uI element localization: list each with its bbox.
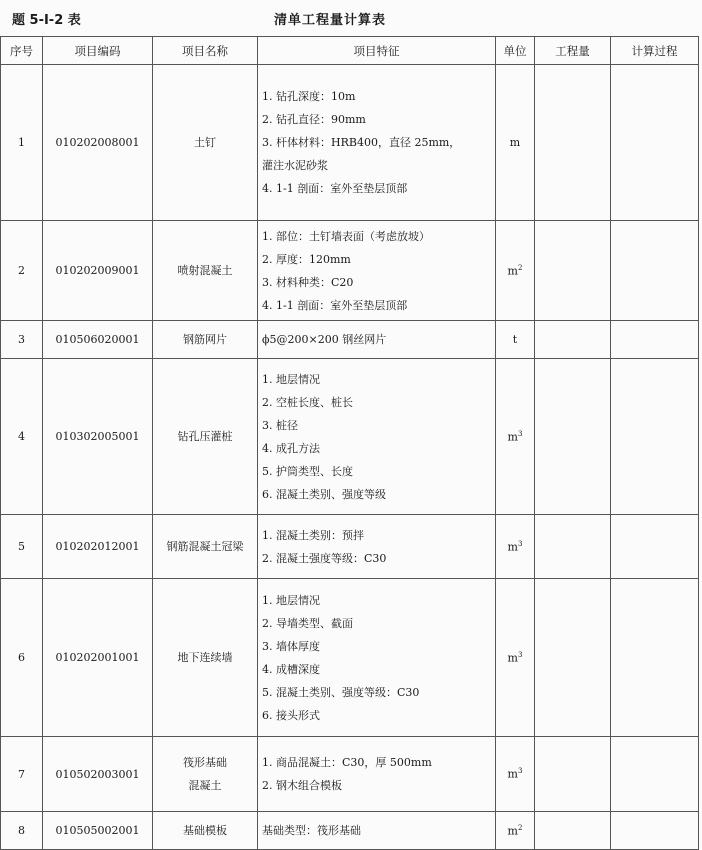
feature-line: ϕ5@200×200 钢丝网片 bbox=[262, 333, 387, 346]
unit-exponent: 3 bbox=[517, 767, 523, 776]
calculation-process-cell bbox=[611, 515, 699, 579]
table-number: 题 5-Ⅰ-2 表 bbox=[12, 13, 81, 28]
feature-line: 2. 混凝土强度等级：C30 bbox=[262, 551, 387, 565]
unit-base: m bbox=[507, 264, 518, 278]
item-name-line: 地下连续墙 bbox=[177, 651, 233, 664]
unit-base: m bbox=[507, 430, 518, 444]
unit-base: t bbox=[512, 333, 518, 346]
item-code: 010202001001 bbox=[43, 579, 153, 737]
header-unit: 单位 bbox=[496, 37, 535, 65]
item-unit bbox=[496, 812, 535, 850]
item-name bbox=[153, 579, 258, 737]
feature-line: 1. 混凝土类别：预拌 bbox=[262, 528, 364, 542]
item-features bbox=[258, 221, 496, 321]
item-code: 010202008001 bbox=[43, 65, 153, 221]
header-process: 计算过程 bbox=[611, 37, 699, 65]
feature-line: 4. 成孔方法 bbox=[262, 441, 320, 455]
item-name bbox=[153, 515, 258, 579]
calculation-process-cell bbox=[611, 359, 699, 515]
item-number: 8 bbox=[1, 812, 43, 850]
quantity-cell bbox=[535, 812, 611, 850]
item-code: 010502003001 bbox=[43, 737, 153, 812]
item-name bbox=[153, 737, 258, 812]
feature-line: 2. 厚度：120mm bbox=[262, 252, 351, 266]
item-features bbox=[258, 359, 496, 515]
table-row bbox=[1, 359, 699, 515]
table-row bbox=[1, 321, 699, 359]
feature-line: 4. 1-1 剖面：室外至垫层顶部 bbox=[262, 182, 408, 195]
item-name bbox=[153, 321, 258, 359]
unit-exponent: 2 bbox=[517, 263, 523, 272]
item-unit bbox=[496, 515, 535, 579]
quantity-cell bbox=[535, 579, 611, 737]
item-name bbox=[153, 65, 258, 221]
table-row bbox=[1, 737, 699, 812]
feature-line: 2. 导墙类型、截面 bbox=[262, 616, 353, 630]
feature-line: 1. 地层情况 bbox=[262, 372, 320, 386]
item-name bbox=[153, 359, 258, 515]
table-row bbox=[1, 221, 699, 321]
unit-exponent: 3 bbox=[517, 429, 523, 438]
table-title: 清单工程量计算表 bbox=[274, 13, 387, 28]
calculation-process-cell bbox=[611, 579, 699, 737]
item-number: 6 bbox=[1, 579, 43, 737]
item-features bbox=[258, 515, 496, 579]
quantity-cell bbox=[535, 359, 611, 515]
header-code: 项目编码 bbox=[43, 37, 153, 65]
item-features bbox=[258, 579, 496, 737]
calculation-process-cell bbox=[611, 321, 699, 359]
unit-base: m bbox=[509, 136, 521, 149]
item-number: 4 bbox=[1, 359, 43, 515]
calculation-process-cell bbox=[611, 737, 699, 812]
header-row bbox=[1, 37, 699, 65]
quantity-cell bbox=[535, 515, 611, 579]
bill-of-quantities-table bbox=[0, 36, 699, 850]
quantity-cell bbox=[535, 65, 611, 221]
header-features: 项目特征 bbox=[258, 37, 496, 65]
feature-line: 1. 部位：土钉墙表面（考虑放坡） bbox=[262, 229, 430, 243]
item-features bbox=[258, 812, 496, 850]
item-number: 3 bbox=[1, 321, 43, 359]
feature-line: 2. 钻孔直径：90mm bbox=[262, 113, 366, 126]
item-name bbox=[153, 221, 258, 321]
item-features bbox=[258, 65, 496, 221]
item-name-line: 钻孔压灌桩 bbox=[177, 430, 233, 443]
feature-line: 3. 桩径 bbox=[262, 418, 298, 432]
item-name bbox=[153, 812, 258, 850]
feature-line: 2. 空桩长度、桩长 bbox=[262, 395, 353, 409]
table-row bbox=[1, 515, 699, 579]
feature-line: 1. 钻孔深度：10m bbox=[262, 90, 356, 103]
unit-base: m bbox=[507, 651, 518, 665]
unit-base: m bbox=[507, 540, 518, 554]
header-no: 序号 bbox=[1, 37, 43, 65]
calculation-process-cell bbox=[611, 65, 699, 221]
quantity-cell bbox=[535, 321, 611, 359]
feature-line: 1. 地层情况 bbox=[262, 593, 320, 607]
item-unit bbox=[496, 737, 535, 812]
feature-line: 4. 1-1 剖面：室外至垫层顶部 bbox=[262, 298, 408, 312]
header-name: 项目名称 bbox=[153, 37, 258, 65]
item-name-line: 筏形基础 bbox=[183, 756, 227, 769]
item-number: 2 bbox=[1, 221, 43, 321]
feature-line: 灌注水泥砂浆 bbox=[262, 159, 328, 172]
item-code: 010506020001 bbox=[43, 321, 153, 359]
item-unit bbox=[496, 579, 535, 737]
unit-base: m bbox=[507, 767, 518, 781]
item-name-line: 土钉 bbox=[194, 136, 216, 149]
item-code: 010302005001 bbox=[43, 359, 153, 515]
feature-line: 6. 混凝土类别、强度等级 bbox=[262, 487, 386, 501]
feature-line: 基础类型：筏形基础 bbox=[262, 824, 361, 837]
unit-exponent: 3 bbox=[517, 650, 523, 659]
feature-line: 3. 材料种类：C20 bbox=[262, 275, 354, 289]
quantity-cell bbox=[535, 737, 611, 812]
item-name-line: 喷射混凝土 bbox=[177, 264, 233, 277]
item-code: 010202009001 bbox=[43, 221, 153, 321]
item-unit bbox=[496, 65, 535, 221]
item-name-line: 钢筋混凝土冠梁 bbox=[166, 540, 244, 553]
item-features bbox=[258, 737, 496, 812]
feature-line: 4. 成槽深度 bbox=[262, 662, 320, 676]
item-features bbox=[258, 321, 496, 359]
feature-line: 6. 接头形式 bbox=[262, 708, 320, 722]
item-unit bbox=[496, 359, 535, 515]
item-code: 010202012001 bbox=[43, 515, 153, 579]
unit-exponent: 3 bbox=[517, 539, 523, 548]
item-name-line: 钢筋网片 bbox=[183, 333, 227, 346]
item-name-line: 基础模板 bbox=[183, 824, 227, 837]
table-row bbox=[1, 579, 699, 737]
item-number: 1 bbox=[1, 65, 43, 221]
header-quantity: 工程量 bbox=[535, 37, 611, 65]
item-number: 7 bbox=[1, 737, 43, 812]
item-unit bbox=[496, 321, 535, 359]
item-unit bbox=[496, 221, 535, 321]
item-name-line: 混凝土 bbox=[188, 779, 222, 792]
feature-line: 5. 护筒类型、长度 bbox=[262, 464, 353, 478]
feature-line: 2. 钢木组合模板 bbox=[262, 779, 342, 792]
calculation-process-cell bbox=[611, 221, 699, 321]
item-number: 5 bbox=[1, 515, 43, 579]
feature-line: 3. 杆体材料：HRB400，直径 25mm， bbox=[262, 136, 461, 149]
feature-line: 1. 商品混凝土：C30，厚 500mm bbox=[262, 756, 432, 769]
item-code: 010505002001 bbox=[43, 812, 153, 850]
calculation-process-cell bbox=[611, 812, 699, 850]
feature-line: 5. 混凝土类别、强度等级：C30 bbox=[262, 685, 420, 699]
table-row bbox=[1, 65, 699, 221]
quantity-cell bbox=[535, 221, 611, 321]
table-row bbox=[1, 812, 699, 850]
unit-exponent: 2 bbox=[517, 823, 523, 832]
unit-base: m bbox=[507, 824, 518, 838]
feature-line: 3. 墙体厚度 bbox=[262, 639, 320, 653]
